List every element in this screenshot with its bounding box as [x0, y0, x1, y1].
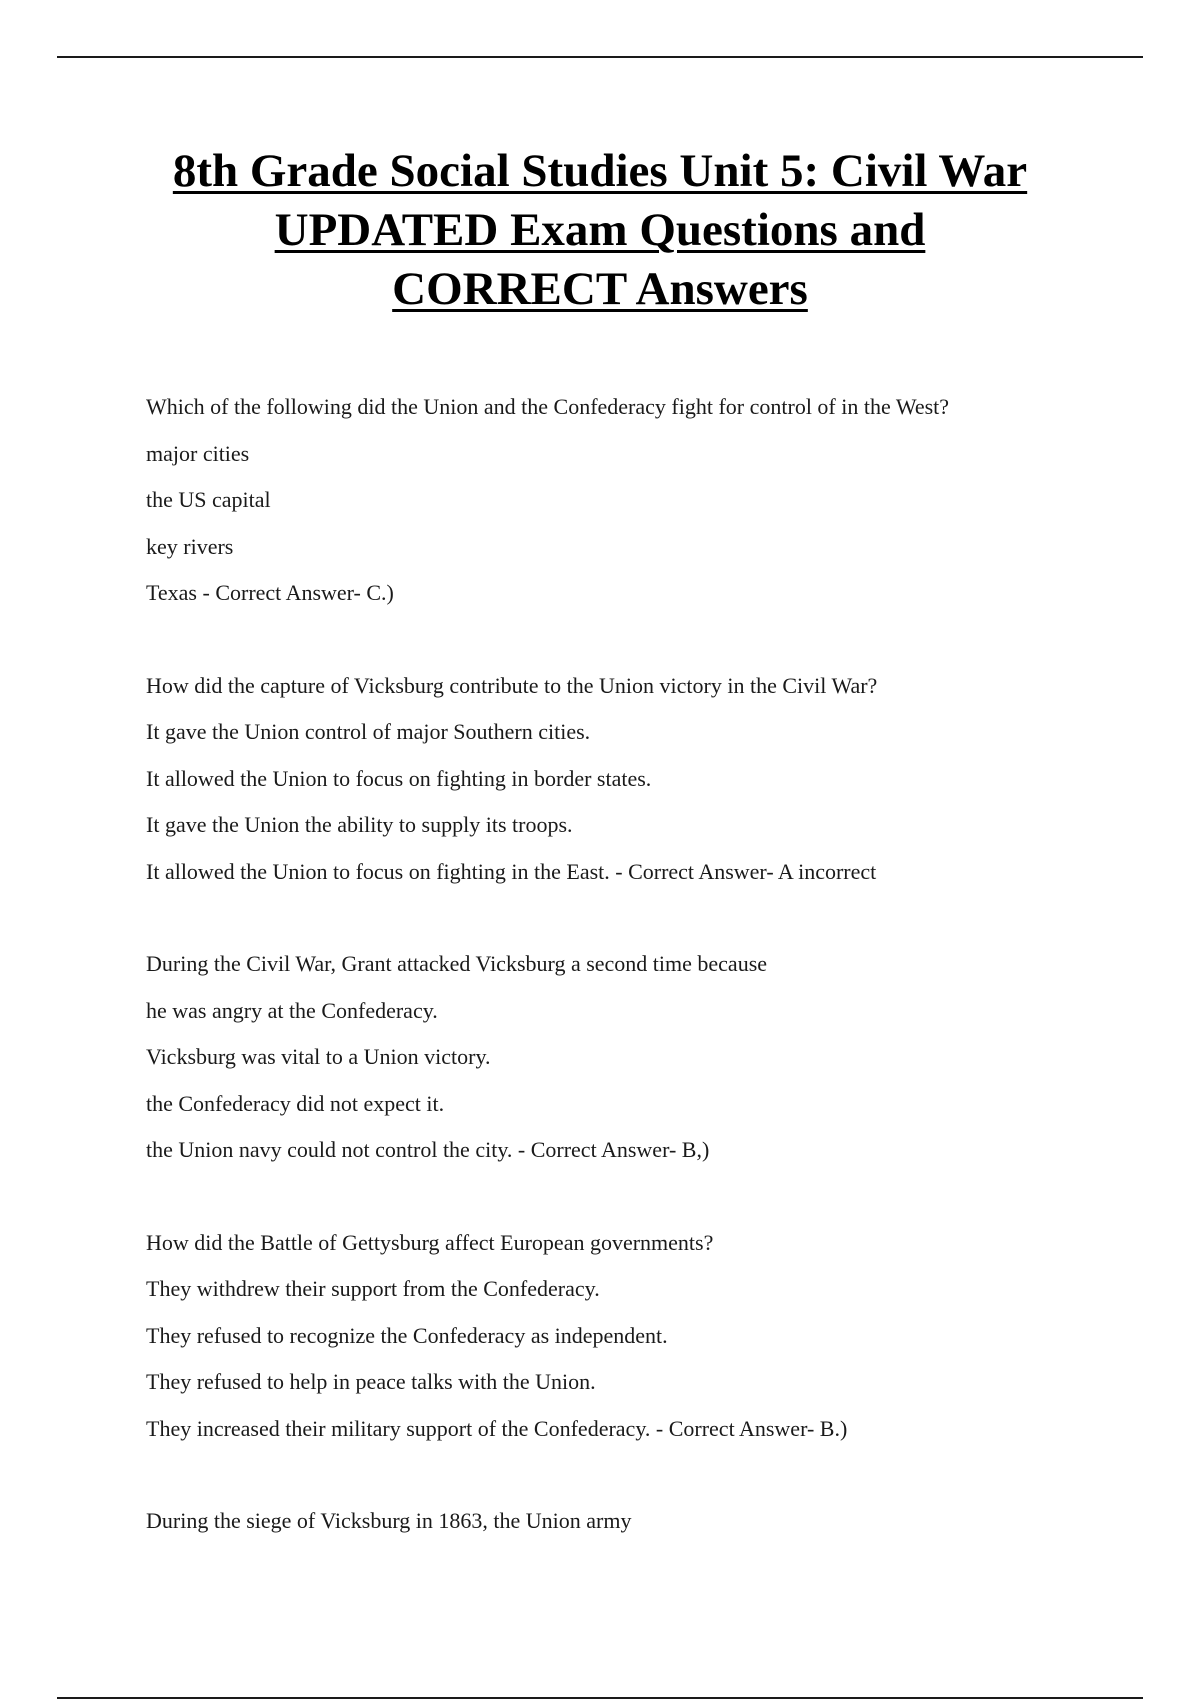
answer-option-with-correct-answer: Texas - Correct Answer- C.) [146, 580, 394, 605]
title-line-1: 8th Grade Social Studies Unit 5: Civil War [172, 145, 1028, 197]
question-block-5 [146, 1498, 1106, 1545]
answer-option-with-correct-answer: It allowed the Union to focus on fighting in the East. - Correct Answer- A incorrect [146, 858, 877, 884]
question-text: During the Civil War, Grant attacked Vicksburg a second time because [146, 951, 768, 976]
answer-option: They refused to recognize the Confederacy as independent. [146, 1322, 668, 1348]
answer-option: major cities [146, 440, 250, 466]
answer-option: the US capital [146, 487, 271, 512]
question-block-2 [146, 663, 1106, 896]
answer-option-with-correct-answer: the Union navy could not control the city. - Correct Answer- B,) [146, 1137, 710, 1162]
bottom-rule [57, 1697, 1143, 1699]
top-rule [57, 56, 1143, 58]
question-text: During the siege of Vicksburg in 1863, the Union army [146, 1508, 632, 1533]
answer-option: They refused to help in peace talks with the Union. [146, 1369, 596, 1394]
question-block-3 [146, 941, 1106, 1174]
answer-option: It gave the Union the ability to supply its troops. [146, 812, 573, 837]
title-line-2: UPDATED Exam Questions and [274, 204, 926, 256]
question-text: How did the capture of Vicksburg contribute to the Union victory in the Civil War? [146, 672, 878, 698]
answer-option: They withdrew their support from the Confederacy. [146, 1276, 600, 1301]
document-body [146, 384, 1106, 1591]
answer-option: Vicksburg was vital to a Union victory. [146, 1044, 491, 1069]
answer-option-with-correct-answer: They increased their military support of the Confederacy. - Correct Answer- B.) [146, 1415, 848, 1441]
document-title [100, 142, 1100, 319]
answer-option: It allowed the Union to focus on fighting in border states. [146, 765, 652, 791]
answer-option: the Confederacy did not expect it. [146, 1090, 445, 1116]
title-line-3: CORRECT Answers [392, 263, 808, 315]
question-text: Which of the following did the Union and the Confederacy fight for control of in the West? [146, 394, 950, 419]
answer-option: key rivers [146, 533, 234, 559]
question-block-1 [146, 384, 1106, 617]
answer-option: It gave the Union control of major Southern cities. [146, 719, 591, 744]
question-text: How did the Battle of Gettysburg affect European governments? [146, 1229, 714, 1255]
answer-option: he was angry at the Confederacy. [146, 997, 438, 1023]
question-block-4 [146, 1220, 1106, 1453]
